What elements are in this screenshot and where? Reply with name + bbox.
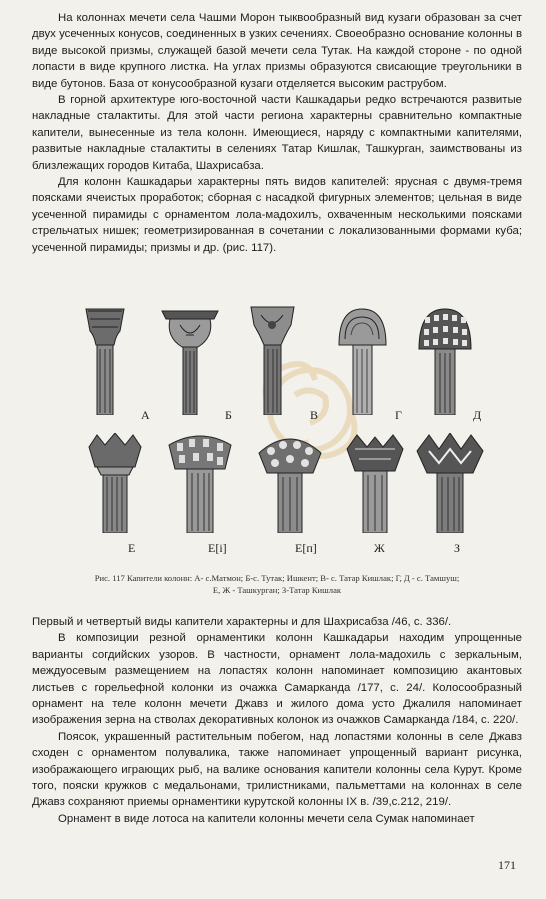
label-a: А [141,408,150,422]
capital-d-drawing [415,305,475,415]
capital-e2-drawing [255,433,325,533]
label-b: Б [225,408,232,422]
capital-v-drawing [245,305,300,415]
paragraph: На колоннах мечети села Чашми Морон тыквообразный вид кузаги образован за счет двух усеченных конусов, соединенных в узких сечениях. Своеобразно основание колонны в виде высокой призмы, служащей базой мечети села Тутак. На каждой стороне - по одной лопасти в виде крупного листка. На углах призмы образуются свисающие треугольники в виде бутонов. База от конусообразной кузаги отделяется высоким раструбом. [32,12,522,90]
capital-e1-drawing [165,433,235,533]
label-v: В [310,408,319,422]
figure-capitals [40,305,514,605]
figure-caption-line-2: Е, Ж - Ташкурган; З-Татар Кишлак [212,585,342,595]
paragraph: Для колонн Кашкадарьи характерны пять видов капителей: ярусная с двумя-тремя поясками ячеистых проработок; сборная с насадкой фигурных элементов; цельная в виде усеченной пирамиды с орнаментом лола-мадохилъ, охваченным несколькими поясками стрельчатых нишек; геометризированная в сочетании с локализованными формами куба; усеченной пирамиды; призмы и др. (рис. 117). [32,176,522,254]
label-e2: Е[п] [295,541,317,555]
capital-b-drawing [160,305,220,415]
paragraph: Поясок, украшенный растительным побегом, над лопастями колонны в селе Джавз сходен с орнаментом полувалика, также напоминает упрощенный вариант рисунка, изображающего играющих рыб, на валике основания капители колонны села Курут. Кроме того, пояски кружков с медальонами, трилистниками, пальметтами на колоннах в селе Джавз сохраняют приемы орнаментики курутской колонны IX в. /39,с.212, 219/. [32,730,522,809]
label-d: Д [473,408,482,422]
capital-g-drawing [335,305,390,415]
figure-caption-line-1: Рис. 117 Капители колонн: А- с.Матмон; Б-с. Тутак; Ишкент; В- с. Татар Кишлак; Г, Д - с. Тамшуш; [94,573,460,583]
label-e1: Е[i] [208,541,227,555]
text-block-bottom [32,614,522,827]
paragraph: Первый и четвертый виды капители характерны и для Шахрисабза /46, с. 336/. [32,616,452,628]
capital-e-drawing [85,433,145,533]
page-number: 171 [498,858,516,872]
capital-zh-drawing [345,433,405,533]
label-zh: Ж [374,541,385,555]
capital-a-drawing [80,305,130,415]
label-z: З [454,541,461,555]
paragraph: Орнамент в виде лотоса на капители колонны мечети села Сумак напоминает [58,812,475,825]
paragraph: В горной архитектуре юго-восточной части Кашкадарьи редко встречаются развитые накладные сталактиты. Для этой части региона характерны сравнительно компактные капители, вынесенные из тела колонн. Имеющиеся, наряду с компактными капителями, развитые накладные сталактиты в селениях Татар Кишлак, Ташкурган, заимствованы из близлежащих городов Китаба, Шахрисабза. [32,94,522,172]
capital-z-drawing [415,433,485,533]
paragraph: В композиции резной орнаментики колонн Кашкадарьи находим упрощенные варианты согдийских узоров. В частности, орнамент лола-мадохиль с зеркальным, междуосевым размещением на лопастях колонн напоминает композицию акантовых листьев с горельефной колонки из очажка Самарканда /177, с. 24/. Колосообразный орнамент на теле колонн мечети Джавз и жилого дома усто Джалиля напоминает изображения зерна на стволах декоративных колонок из очажков Самарканда /184, с. 220/. [32,632,522,727]
label-e: Е [128,541,136,555]
label-g: Г [395,408,402,422]
text-block-top [32,10,522,256]
